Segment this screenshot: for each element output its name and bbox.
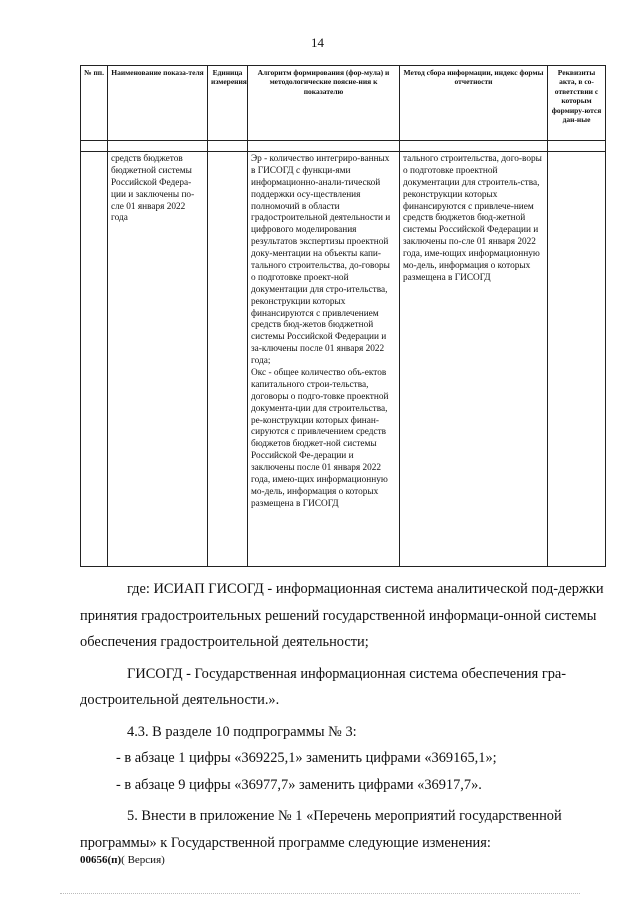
document-id: 00656(п) bbox=[80, 854, 122, 866]
algorithm-part-1: Эр - количество интегриро-ванных в ГИСОГД с функци-ями информационно-анали-тической поддержки осу-ществления полномочий в области градостроительной деятельности и цифрового моделирования результатов экспертизы проектной доку-ментации на объекты капи-тального строительства, до-говоры о подготовке проект-ной документации для стро-ительства, реконструкции которых финансируются с привлечением средств бюд-жетов бюджетной системы Российской Федерации и за-ключены после 01 января 2022 года; bbox=[251, 154, 391, 367]
header-method: Метод сбора информации, индекс формы отчетности bbox=[400, 66, 548, 141]
header-requisites: Реквизиты акта, в со-ответствии с которым формиру-ются дан-ные bbox=[548, 66, 606, 141]
paragraph-appendix-1: 5. Внести в приложение № 1 «Перечень мероприятий государственной программы» к Государственной программе следующие изменения: bbox=[80, 808, 562, 851]
body-text bbox=[80, 576, 605, 856]
cell-num bbox=[81, 152, 108, 567]
paragraph-isiap-definition: где: ИСИАП ГИСОГД - информационная система аналитической под-держки принятия градостроительных решений государственной информаци-онной системы обеспечения градостроительной деятельности; bbox=[80, 581, 604, 650]
header-algorithm: Алгоритм формирования (фор-мула) и методологические поясне-ния к показателю bbox=[248, 66, 400, 141]
cell-algorithm bbox=[248, 152, 400, 567]
paragraph-abzac-9: - в абзаце 9 цифры «36977,7» заменить цифрами «36917,7». bbox=[116, 776, 482, 793]
table-spacer-row bbox=[81, 141, 606, 152]
cell-unit bbox=[208, 152, 248, 567]
paragraph-gisogd-definition: ГИСОГД - Государственная информационная система обеспечения гра-достроительной деятельности.». bbox=[80, 665, 567, 708]
page-number: 14 bbox=[311, 35, 324, 50]
table-header-row bbox=[81, 66, 606, 141]
scan-artifact bbox=[60, 893, 580, 897]
header-name: Наименование показа-теля bbox=[108, 66, 208, 141]
table-row bbox=[81, 152, 606, 567]
header-num: № пп. bbox=[81, 66, 108, 141]
cell-requisites bbox=[548, 152, 606, 567]
cell-name: средств бюджетов бюджетной системы Российской Федера-ции и заключены по-сле 01 января 2022 года bbox=[108, 152, 208, 567]
cell-method: тального строительства, дого-воры о подготовке проектной документации для строитель-ства, реконструкции которых финансируются с привлече-нием средств бюджетов бюд-жетной системы Российской Федерации и заключены по-сле 01 января 2022 года, име-ющих информационную мо-дель, информация о которых размещена в ГИСОГД bbox=[400, 152, 548, 567]
document-version: ( Версия) bbox=[121, 854, 165, 866]
indicator-table bbox=[80, 65, 606, 567]
paragraph-abzac-1: - в абзаце 1 цифры «369225,1» заменить цифрами «369165,1»; bbox=[116, 750, 497, 766]
paragraph-section-10: 4.3. В разделе 10 подпрограммы № 3: bbox=[127, 723, 357, 740]
header-unit: Единица измерения bbox=[208, 66, 248, 141]
document-footer bbox=[80, 854, 165, 866]
algorithm-part-2: Окс - общее количество объ-ектов капитального строи-тельства, договоры о подго-товке проектной документа-ции для строительства, ре-конструкции которых финан-сируются с привлечением средств бюджетов бюджет-ной системы Российской Фе-дерации и заключены после 01 января 2022 года, имею-щих информационную мо-дель, информация о которых размещена в ГИСОГД bbox=[251, 368, 389, 509]
